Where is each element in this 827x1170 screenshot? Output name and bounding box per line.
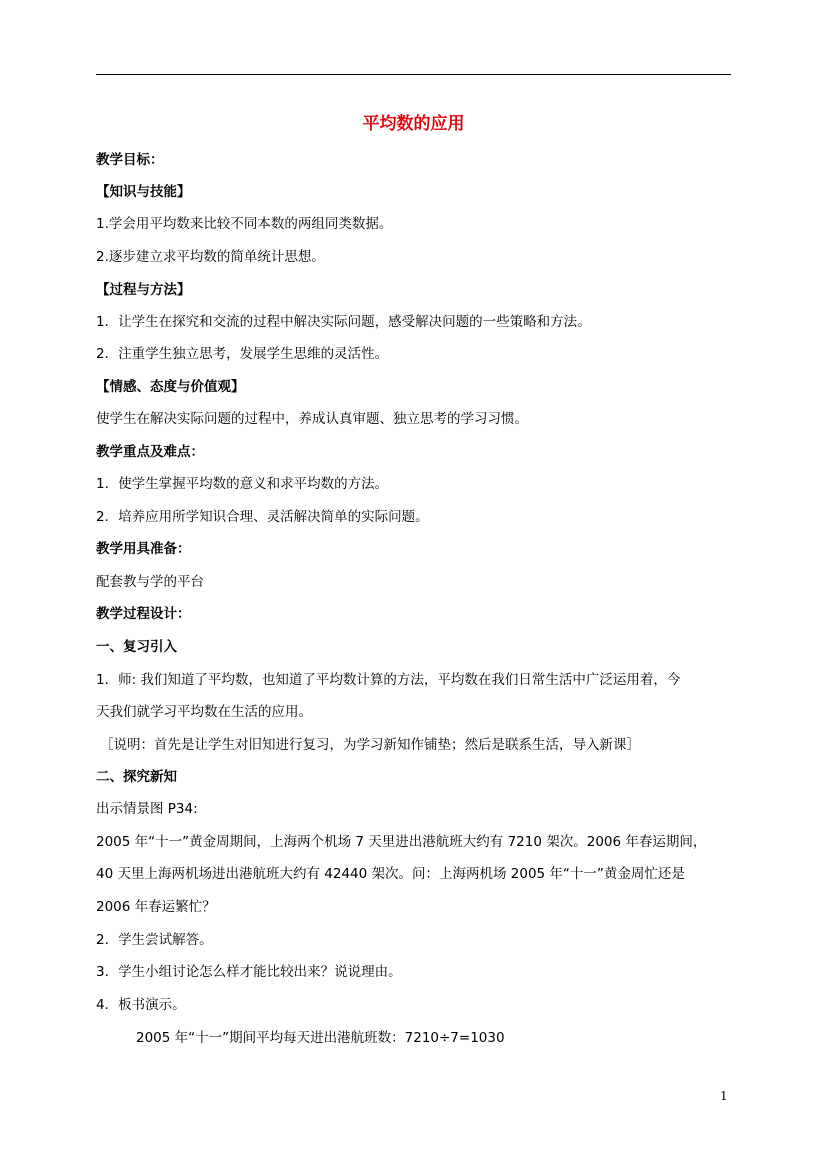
paragraph: 出示情景图 P34:: [96, 801, 198, 817]
heading-review: 一、复习引入: [96, 639, 177, 655]
calculation: 2005 年“十一”期间平均每天进出港航班数：7210÷7=1030: [136, 1030, 505, 1046]
paragraph: 1．师: 我们知道了平均数，也知道了平均数计算的方法，平均数在我们日常生活中广泛运用着，今: [96, 672, 681, 688]
paragraph: 2．培养应用所学知识合理、灵活解决简单的实际问题。: [96, 509, 429, 525]
page-title: 平均数的应用: [362, 114, 465, 134]
paragraph: 配套教与学的平台: [96, 574, 204, 590]
paragraph: 2．学生尝试解答。: [96, 932, 213, 948]
paragraph: 2．注重学生独立思考，发展学生思维的灵活性。: [96, 346, 389, 362]
heading-teaching-tools: 教学用具准备：: [96, 541, 191, 557]
paragraph: 2005 年“十一”黄金周期间，上海两个机场 7 天里进出港航班大约有 7210 架次。2006 年春运期间，: [96, 834, 707, 850]
page-number: 1: [720, 1089, 728, 1103]
paragraph: 2.逐步建立求平均数的简单统计思想。: [96, 249, 325, 265]
heading-knowledge-skills: 【知识与技能】: [96, 184, 191, 200]
heading-emotion-values: 【情感、态度与价值观】: [96, 379, 245, 395]
paragraph: 天我们就学习平均数在生活的应用。: [96, 704, 312, 720]
paragraph: 3．学生小组讨论怎么样才能比较出来？说说理由。: [96, 964, 402, 980]
header-rule: [96, 74, 731, 75]
paragraph: 1．使学生掌握平均数的意义和求平均数的方法。: [96, 476, 389, 492]
paragraph: 使学生在解决实际问题的过程中，养成认真审题、独立思考的学习习惯。: [96, 411, 528, 427]
note: ［说明：首先是让学生对旧知进行复习，为学习新知作铺垫；然后是联系生活，导入新课］: [100, 737, 640, 753]
heading-teaching-goals: 教学目标：: [96, 152, 164, 168]
heading-process-design: 教学过程设计：: [96, 606, 191, 622]
paragraph: 2006 年春运繁忙？: [96, 899, 216, 915]
heading-explore: 二、探究新知: [96, 769, 177, 785]
paragraph: 1．让学生在探究和交流的过程中解决实际问题，感受解决问题的一些策略和方法。: [96, 314, 591, 330]
heading-process-methods: 【过程与方法】: [96, 282, 191, 298]
heading-key-points: 教学重点及难点：: [96, 444, 204, 460]
paragraph: 4．板书演示。: [96, 997, 186, 1013]
paragraph: 40 天里上海两机场进出港航班大约有 42440 架次。问：上海两机场 2005 年“十一”黄金周忙还是: [96, 866, 685, 882]
paragraph: 1.学会用平均数来比较不同本数的两组同类数据。: [96, 216, 393, 232]
